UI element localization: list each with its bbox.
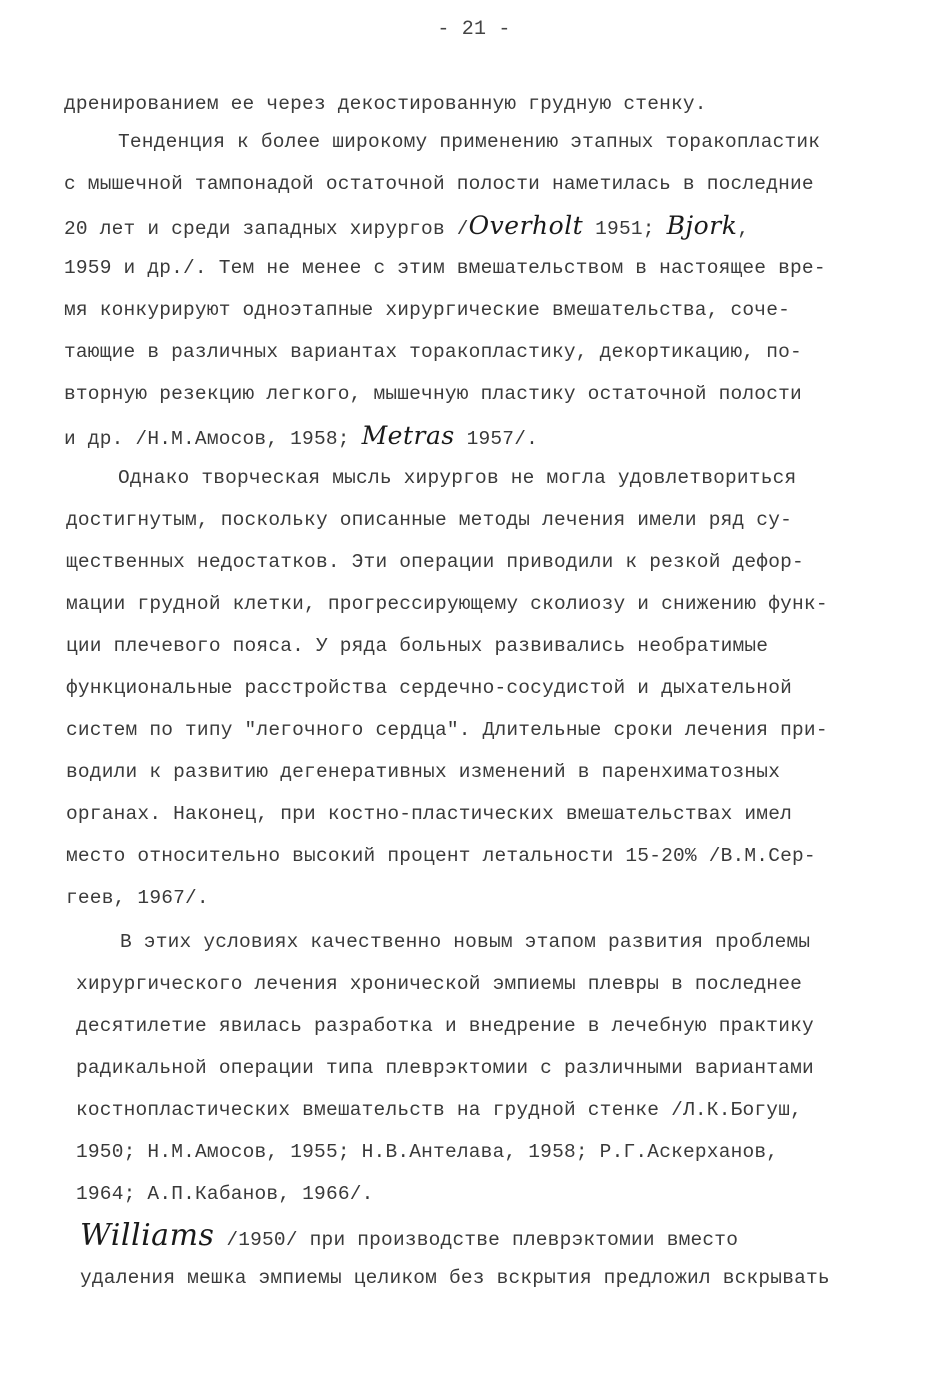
typed-text: с мышечной тампонадой остаточной полости наметилась в последние <box>64 173 814 195</box>
page-number: - 21 - <box>437 18 511 41</box>
typed-text: мя конкурируют одноэтапные хирургические вмешательства, соче- <box>64 299 791 321</box>
text-line <box>80 1266 830 1290</box>
text-line <box>66 592 828 616</box>
text-line <box>66 634 768 658</box>
typed-text: , <box>737 218 750 240</box>
text-line <box>66 760 780 784</box>
text-line <box>118 466 796 490</box>
typed-text: тающие в различных вариантах торакопластику, декортикацию, по- <box>64 341 802 363</box>
text-line <box>64 211 750 240</box>
text-line <box>66 844 816 868</box>
text-line <box>66 718 828 742</box>
text-line <box>66 676 792 700</box>
typed-text: /1950/ при производстве плеврэктомии вместо <box>214 1229 739 1251</box>
typed-text: 1957/. <box>454 428 539 450</box>
typed-text: десятилетие явилась разработка и внедрение в лечебную практику <box>76 1015 814 1037</box>
typed-text: 1950; Н.М.Амосов, 1955; Н.В.Антелава, 1958; Р.Г.Аскерханов, <box>76 1141 779 1163</box>
text-line <box>76 1056 814 1080</box>
text-line <box>76 972 802 996</box>
text-line <box>64 298 790 322</box>
handwritten-name: Williams <box>80 1218 215 1253</box>
typed-text: геев, 1967/. <box>66 887 209 909</box>
text-line <box>66 886 209 910</box>
typed-text: 1959 и др./. Тем не менее с этим вмешательством в настоящее вре- <box>64 257 826 279</box>
typed-text: 1964; А.П.Кабанов, 1966/. <box>76 1183 374 1205</box>
text-line <box>80 1218 739 1253</box>
typed-text: ции плечевого пояса. У ряда больных развивались необратимые <box>66 635 769 657</box>
text-line <box>64 421 539 450</box>
text-line <box>64 172 814 196</box>
text-line <box>66 802 792 826</box>
text-line <box>64 256 826 280</box>
typed-text: вторную резекцию легкого, мышечную пластику остаточной полости <box>64 383 802 405</box>
typed-text: Тенденция к более широкому применению этапных торакопластик <box>118 131 821 153</box>
handwritten-name: Metras <box>361 421 455 450</box>
typed-text: щественных недостатков. Эти операции приводили к резкой дефор- <box>66 551 804 573</box>
text-line <box>64 382 802 406</box>
handwritten-name: Bjork <box>666 211 738 240</box>
text-line <box>118 130 820 154</box>
text-line <box>120 930 810 954</box>
typed-text: систем по типу "легочного сердца". Длительные сроки лечения при- <box>66 719 828 741</box>
handwritten-name: Overholt <box>468 211 584 240</box>
typed-text: 20 лет и среди западных хирургов / <box>64 218 469 240</box>
typed-text: дренированием ее через декостированную грудную стенку. <box>64 93 707 115</box>
text-line <box>64 92 707 116</box>
typed-text: мации грудной клетки, прогрессирующему сколиозу и снижению функ- <box>66 593 828 615</box>
text-line <box>66 550 804 574</box>
text-line <box>64 340 802 364</box>
typed-text: Однако творческая мысль хирургов не могла удовлетвориться <box>118 467 797 489</box>
text-line <box>76 1182 374 1206</box>
typed-text: и др. /Н.М.Амосов, 1958; <box>64 428 362 450</box>
typed-text: органах. Наконец, при костно-пластических вмешательствах имел <box>66 803 793 825</box>
typed-text: хирургического лечения хронической эмпиемы плевры в последнее <box>76 973 803 995</box>
text-line <box>76 1140 778 1164</box>
typed-text: костнопластических вмешательств на грудной стенке /Л.К.Богуш, <box>76 1099 803 1121</box>
typed-text: удаления мешка эмпиемы целиком без вскрытия предложил вскрывать <box>80 1267 830 1289</box>
text-line <box>76 1014 814 1038</box>
typed-text: 1951; <box>583 218 667 240</box>
typed-text: место относительно высокий процент летальности 15-20% /В.М.Сер- <box>66 845 816 867</box>
typed-text: достигнутым, поскольку описанные методы лечения имели ряд су- <box>66 509 793 531</box>
typed-text: водили к развитию дегенеративных изменений в паренхиматозных <box>66 761 781 783</box>
typed-text: В этих условиях качественно новым этапом развития проблемы <box>120 931 811 953</box>
typed-text: функциональные расстройства сердечно-сосудистой и дыхательной <box>66 677 793 699</box>
text-line <box>76 1098 802 1122</box>
text-line <box>66 508 792 532</box>
typed-text: радикальной операции типа плеврэктомии с различными вариантами <box>76 1057 814 1079</box>
